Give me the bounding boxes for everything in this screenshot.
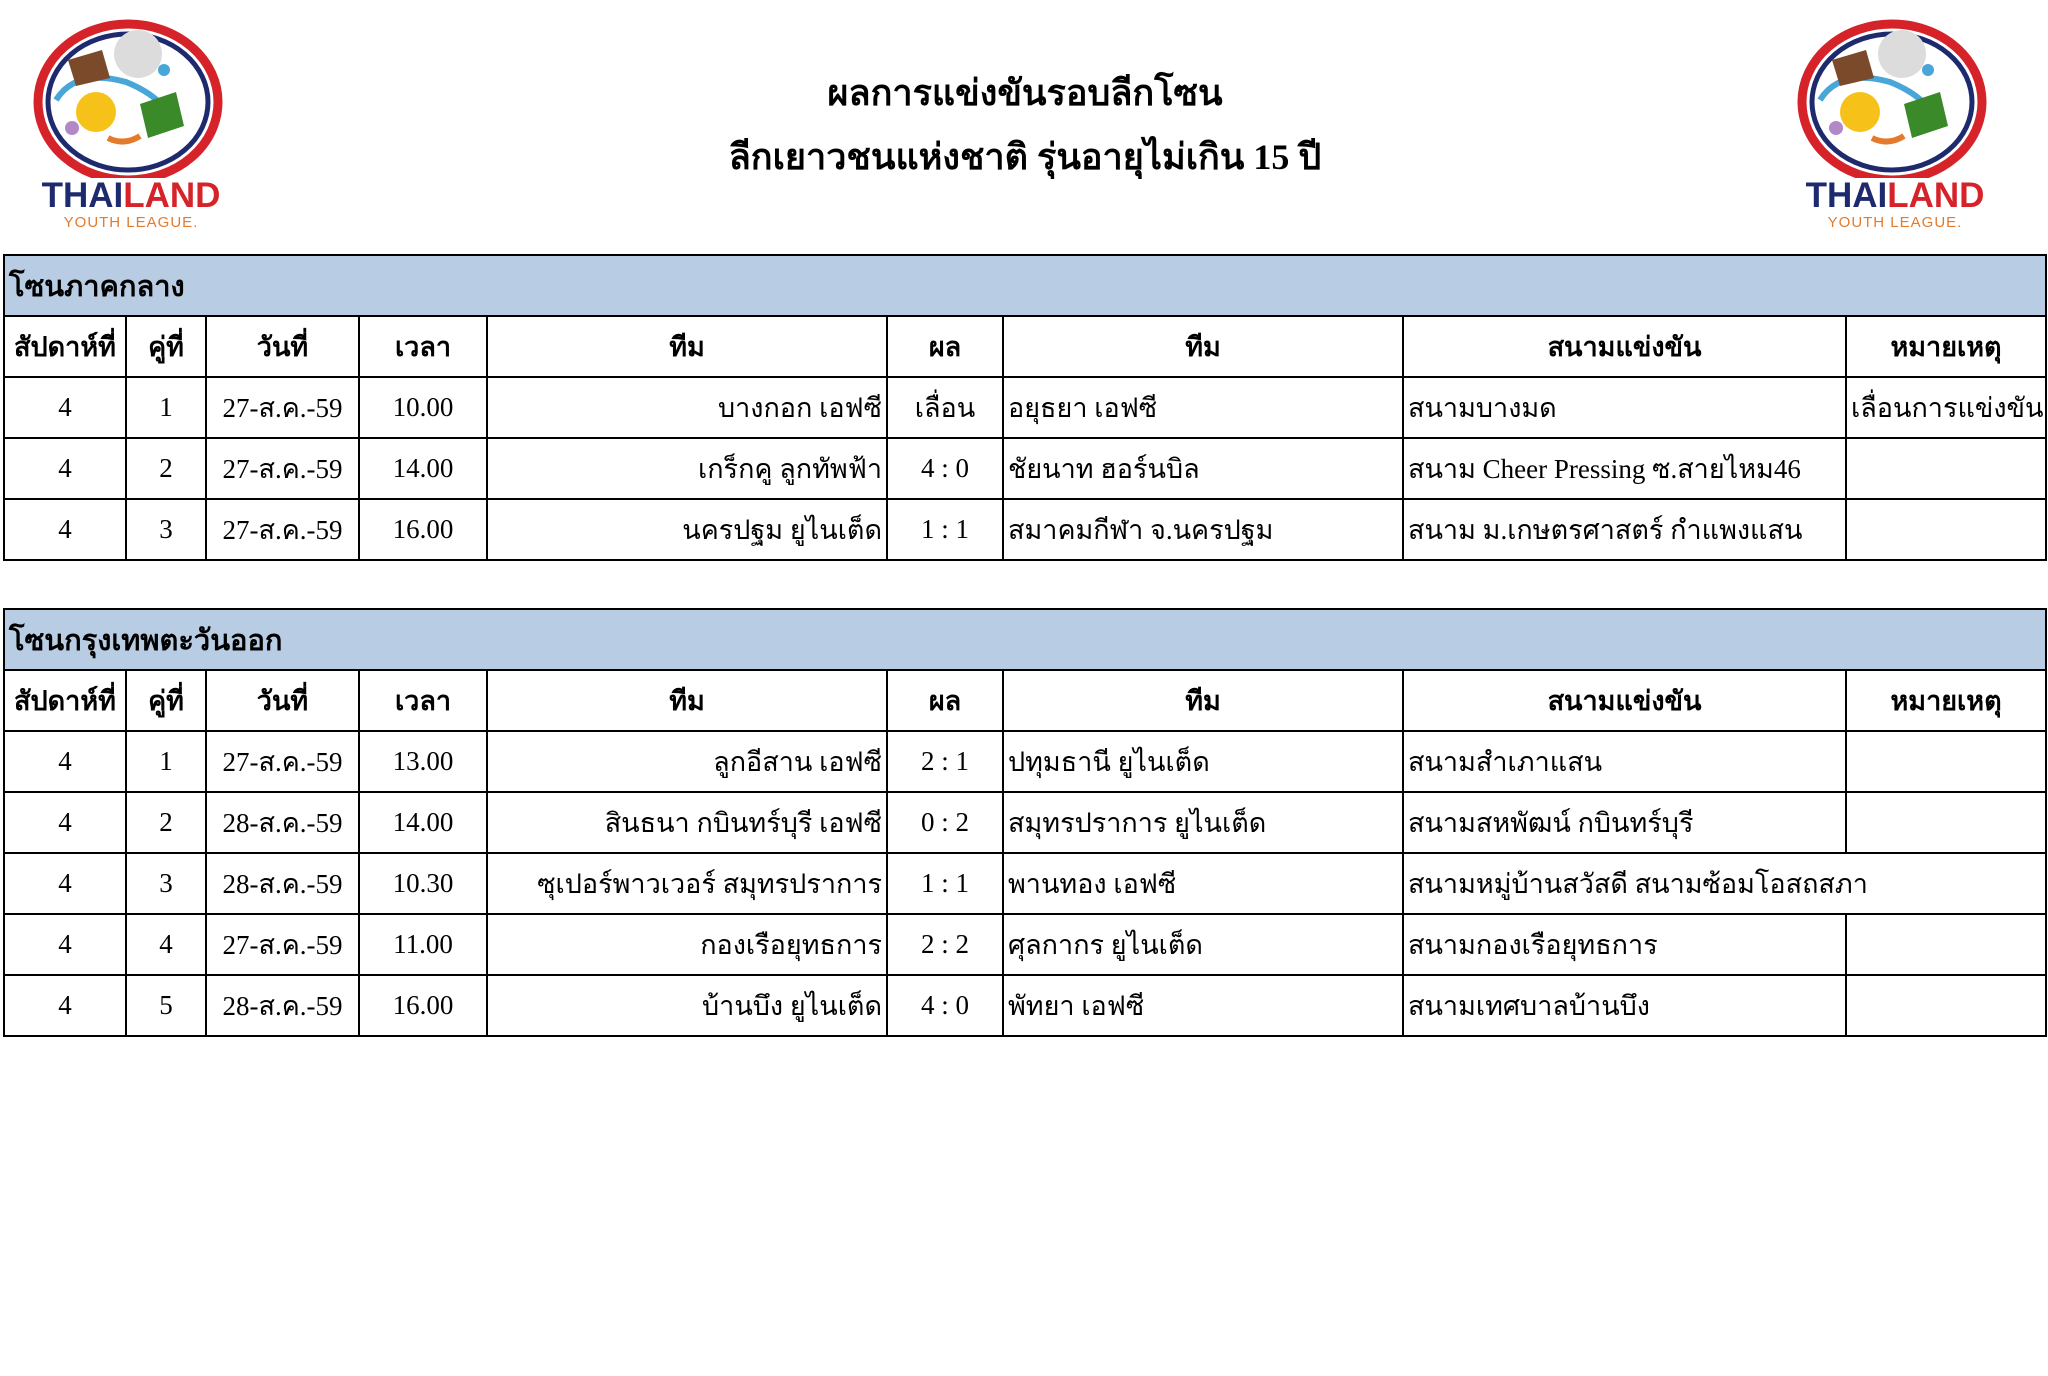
cell-date: 27-ส.ค.-59	[206, 377, 359, 438]
table-row	[4, 792, 2046, 853]
cell-time: 14.00	[359, 792, 487, 853]
cell-week: 4	[4, 731, 126, 792]
col-date: วันที่	[206, 316, 359, 377]
cell-venue: สนามบางมด	[1403, 377, 1846, 438]
cell-note	[1846, 792, 2046, 853]
cell-venue: สนามหมู่บ้านสวัสดี สนามซ้อมโอสถสภา	[1403, 853, 2046, 914]
cell-week: 4	[4, 975, 126, 1036]
table-row	[4, 377, 2046, 438]
cell-time: 13.00	[359, 731, 487, 792]
zone-title: โซนภาคกลาง	[4, 255, 2046, 316]
cell-match: 2	[126, 792, 206, 853]
cell-venue: สนามกองเรือยุทธการ	[1403, 914, 1846, 975]
page-subtitle: ลีกเยาวชนแห่งชาติ รุ่นอายุไม่เกิน 15 ปี	[728, 137, 1322, 177]
cell-away-team: อยุธยา เอฟซี	[1003, 377, 1403, 438]
cell-home-team: ซุเปอร์พาวเวอร์ สมุทรปราการ	[487, 853, 887, 914]
col-week: สัปดาห์ที่	[4, 316, 126, 377]
col-note: หมายเหตุ	[1846, 316, 2046, 377]
cell-away-team: ชัยนาท ฮอร์นบิล	[1003, 438, 1403, 499]
zone-results-table	[3, 254, 2047, 561]
cell-result: 0 : 2	[887, 792, 1003, 853]
zone-title: โซนกรุงเทพตะวันออก	[4, 609, 2046, 670]
cell-venue: สนาม Cheer Pressing ซ.สายไหม46	[1403, 438, 1846, 499]
cell-home-team: บางกอก เอฟซี	[487, 377, 887, 438]
col-match: คู่ที่	[126, 670, 206, 731]
logo-word-thai: THAI	[1805, 176, 1888, 215]
table-row	[4, 975, 2046, 1036]
col-note: หมายเหตุ	[1846, 670, 2046, 731]
cell-date: 27-ส.ค.-59	[206, 499, 359, 560]
cell-home-team: สินธนา กบินทร์บุรี เอฟซี	[487, 792, 887, 853]
col-time: เวลา	[359, 670, 487, 731]
cell-week: 4	[4, 438, 126, 499]
cell-match: 1	[126, 731, 206, 792]
cell-date: 27-ส.ค.-59	[206, 731, 359, 792]
thailand-youth-league-logo	[16, 8, 246, 230]
cell-note	[1846, 499, 2046, 560]
cell-away-team: ปทุมธานี ยูไนเต็ด	[1003, 731, 1403, 792]
cell-note	[1846, 975, 2046, 1036]
logo-word-land: LAND	[1887, 176, 1985, 215]
col-date: วันที่	[206, 670, 359, 731]
cell-note	[1846, 914, 2046, 975]
header-row	[4, 316, 2046, 377]
table-row	[4, 853, 2046, 914]
cell-away-team: สมาคมกีฬา จ.นครปฐม	[1003, 499, 1403, 560]
cell-time: 10.30	[359, 853, 487, 914]
col-home-team: ทีม	[487, 316, 887, 377]
cell-result: 4 : 0	[887, 438, 1003, 499]
col-away-team: ทีม	[1003, 670, 1403, 731]
cell-time: 16.00	[359, 499, 487, 560]
cell-venue: สนามเทศบาลบ้านบึง	[1403, 975, 1846, 1036]
cell-result: 4 : 0	[887, 975, 1003, 1036]
cell-home-team: บ้านบึง ยูไนเต็ด	[487, 975, 887, 1036]
cell-match: 2	[126, 438, 206, 499]
cell-home-team: ลูกอีสาน เอฟซี	[487, 731, 887, 792]
cell-venue: สนาม ม.เกษตรศาสตร์ กำแพงแสน	[1403, 499, 1846, 560]
cell-match: 3	[126, 499, 206, 560]
page-title: ผลการแข่งขันรอบลีกโซน	[827, 73, 1223, 113]
cell-date: 27-ส.ค.-59	[206, 438, 359, 499]
col-week: สัปดาห์ที่	[4, 670, 126, 731]
cell-time: 14.00	[359, 438, 487, 499]
cell-home-team: กองเรือยุทธการ	[487, 914, 887, 975]
col-match: คู่ที่	[126, 316, 206, 377]
cell-note	[1846, 438, 2046, 499]
cell-away-team: สมุทรปราการ ยูไนเต็ด	[1003, 792, 1403, 853]
cell-match: 5	[126, 975, 206, 1036]
zone-results-table	[3, 608, 2047, 1037]
cell-result: 1 : 1	[887, 499, 1003, 560]
cell-date: 28-ส.ค.-59	[206, 792, 359, 853]
cell-note	[1846, 731, 2046, 792]
cell-match: 4	[126, 914, 206, 975]
cell-away-team: พานทอง เอฟซี	[1003, 853, 1403, 914]
cell-week: 4	[4, 377, 126, 438]
thailand-youth-league-logo-right	[1780, 8, 2010, 230]
col-venue: สนามแข่งขัน	[1403, 670, 1846, 731]
col-time: เวลา	[359, 316, 487, 377]
cell-time: 16.00	[359, 975, 487, 1036]
cell-away-team: ศุลกากร ยูไนเต็ด	[1003, 914, 1403, 975]
cell-week: 4	[4, 853, 126, 914]
cell-match: 1	[126, 377, 206, 438]
cell-time: 10.00	[359, 377, 487, 438]
table-row	[4, 499, 2046, 560]
logo-emblem-icon	[1780, 8, 2010, 178]
cell-date: 28-ส.ค.-59	[206, 975, 359, 1036]
cell-week: 4	[4, 499, 126, 560]
logo-word-thai: THAI	[41, 176, 124, 215]
header-row	[4, 670, 2046, 731]
col-away-team: ทีม	[1003, 316, 1403, 377]
cell-result: เลื่อน	[887, 377, 1003, 438]
cell-result: 1 : 1	[887, 853, 1003, 914]
cell-venue: สนามสำเภาแสน	[1403, 731, 1846, 792]
col-result: ผล	[887, 316, 1003, 377]
cell-week: 4	[4, 914, 126, 975]
cell-home-team: เกร็กคู ลูกทัพฟ้า	[487, 438, 887, 499]
cell-week: 4	[4, 792, 126, 853]
table-row	[4, 731, 2046, 792]
logo-word-land: LAND	[123, 176, 221, 215]
cell-result: 2 : 2	[887, 914, 1003, 975]
logo-emblem-icon	[16, 8, 246, 178]
col-venue: สนามแข่งขัน	[1403, 316, 1846, 377]
cell-match: 3	[126, 853, 206, 914]
cell-time: 11.00	[359, 914, 487, 975]
cell-date: 28-ส.ค.-59	[206, 853, 359, 914]
logo-subtitle: YOUTH LEAGUE.	[1827, 214, 1963, 231]
cell-home-team: นครปฐม ยูไนเต็ด	[487, 499, 887, 560]
cell-date: 27-ส.ค.-59	[206, 914, 359, 975]
table-row	[4, 438, 2046, 499]
col-home-team: ทีม	[487, 670, 887, 731]
col-result: ผล	[887, 670, 1003, 731]
logo-subtitle: YOUTH LEAGUE.	[63, 214, 199, 231]
cell-note: เลื่อนการแข่งขัน	[1846, 377, 2046, 438]
table-row	[4, 914, 2046, 975]
cell-result: 2 : 1	[887, 731, 1003, 792]
cell-venue: สนามสหพัฒน์ กบินทร์บุรี	[1403, 792, 1846, 853]
cell-away-team: พัทยา เอฟซี	[1003, 975, 1403, 1036]
